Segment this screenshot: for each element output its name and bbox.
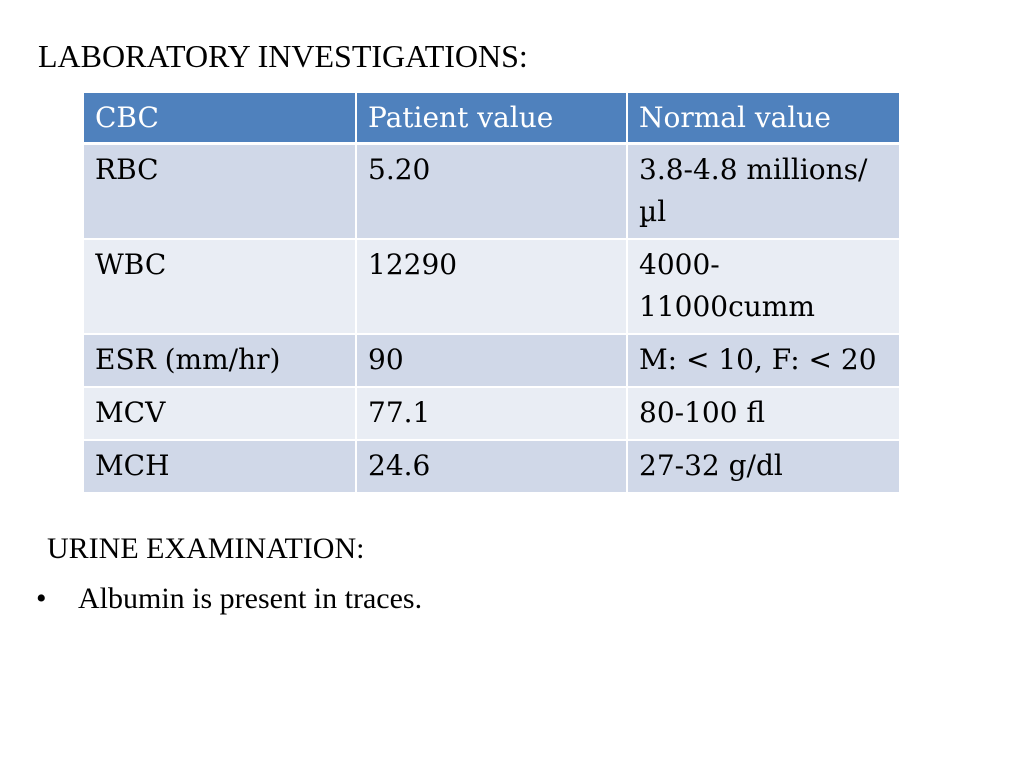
lab-results-table [84, 93, 899, 494]
table-row [84, 239, 899, 334]
table-cell-patient-value: 24.6 [356, 440, 627, 493]
bullet-icon: • [36, 582, 47, 615]
table-cell-test: MCV [84, 387, 356, 440]
header-normal-value: Normal value [627, 93, 899, 143]
table-cell-patient-value: 77.1 [356, 387, 627, 440]
table-cell-test: ESR (mm/hr) [84, 334, 356, 387]
table-cell-normal-value: 3.8-4.8 millions/µl [627, 143, 899, 239]
table-row [84, 387, 899, 440]
table-cell-patient-value: 12290 [356, 239, 627, 334]
table-row [84, 143, 899, 239]
table-cell-normal-value: 4000-11000cumm [627, 239, 899, 334]
list-item-text: Albumin is present in traces. [78, 582, 423, 615]
table-cell-patient-value: 90 [356, 334, 627, 387]
table-cell-patient-value: 5.20 [356, 143, 627, 239]
urine-examination-heading: URINE EXAMINATION: [47, 532, 365, 565]
table-cell-normal-value: M: < 10, F: < 20 [627, 334, 899, 387]
header-cbc: CBC [84, 93, 356, 143]
table-cell-test: MCH [84, 440, 356, 493]
table-cell-normal-value: 80-100 fl [627, 387, 899, 440]
table-row [84, 334, 899, 387]
table-header-row [84, 93, 899, 143]
table-cell-normal-value: 27-32 g/dl [627, 440, 899, 493]
list-item [36, 580, 422, 618]
table-cell-test: RBC [84, 143, 356, 239]
table-row [84, 440, 899, 493]
header-patient-value: Patient value [356, 93, 627, 143]
slide-title: LABORATORY INVESTIGATIONS: [38, 38, 528, 74]
table-cell-test: WBC [84, 239, 356, 334]
